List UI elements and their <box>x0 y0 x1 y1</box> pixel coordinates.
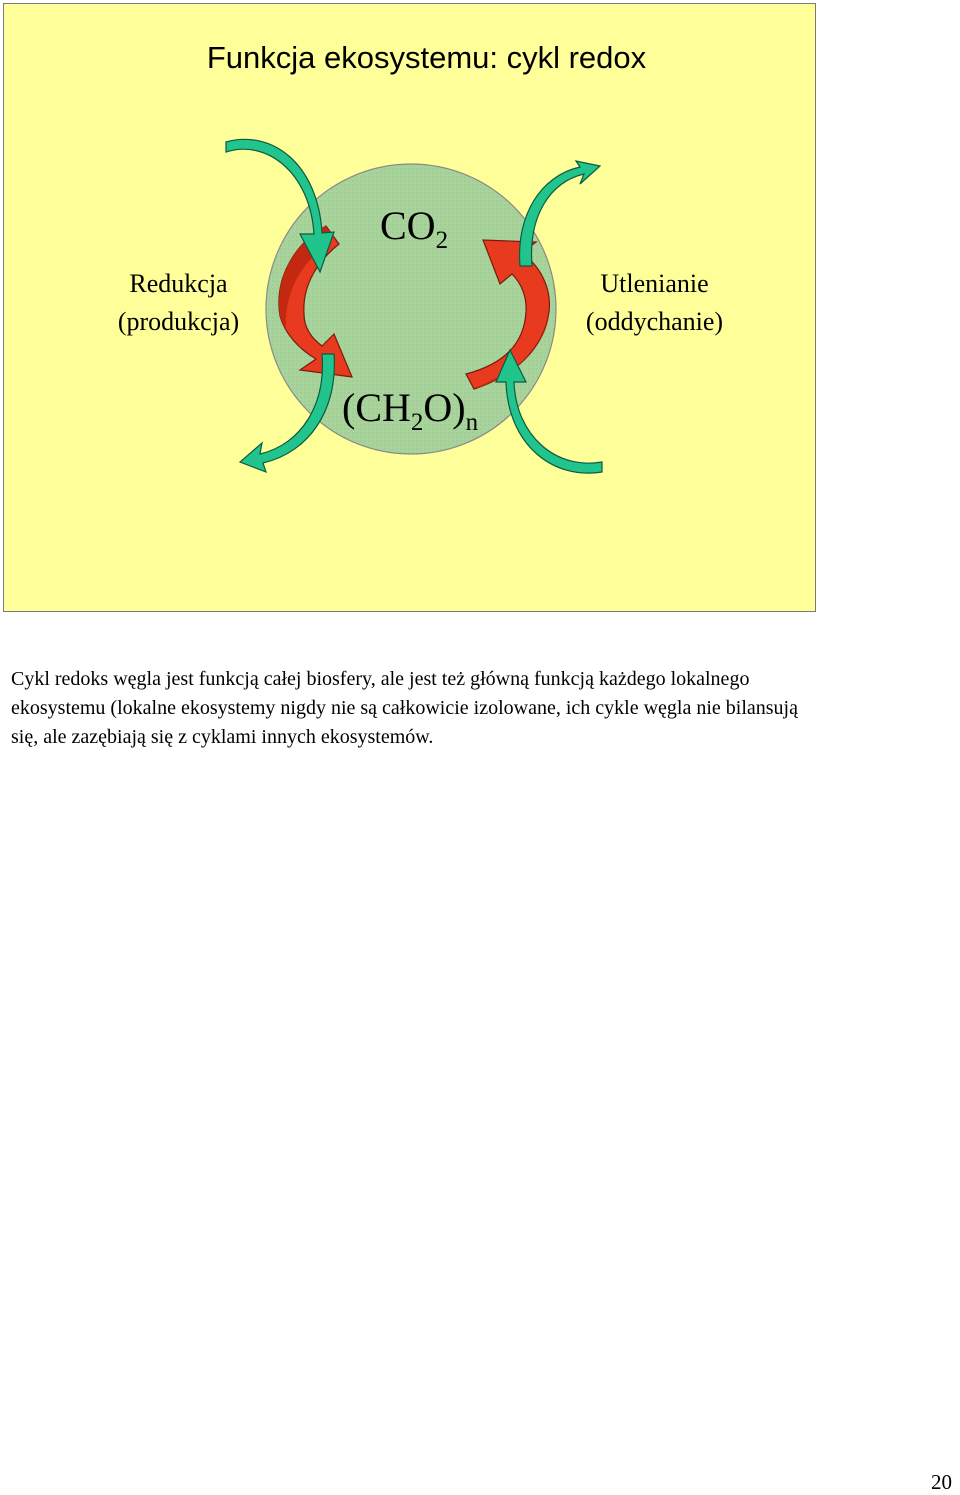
co2-subscript: 2 <box>435 227 449 254</box>
oxidation-label-line1: Utlenianie <box>600 269 709 298</box>
reduction-label <box>96 265 261 341</box>
page-number: 20 <box>931 1470 952 1494</box>
ch2o-mid: O) <box>423 385 466 430</box>
ch2o-open: (CH <box>342 385 411 430</box>
description-paragraph: Cykl redoks węgla jest funkcją całej biosfery, ale jest też główną funkcją każdego lokalnego ekosystemu (lokalne ekosystemy nigdy nie są całkowicie izolowane, ich cykle węgla nie bilansują się, ale zazębiają się z cyklami innych ekosystemów. <box>11 668 798 748</box>
green-arrow-bottom-right <box>496 350 602 473</box>
reduction-label-line2: (produkcja) <box>117 307 240 336</box>
oxidation-label <box>562 265 747 341</box>
slide-title: Funkcja ekosystemu: cykl redox <box>206 40 647 75</box>
co2-base: CO <box>380 203 436 248</box>
reduction-label-line1: Redukcja <box>129 269 228 298</box>
ch2o-subscript-2: 2 <box>410 409 424 436</box>
green-arrow-top-right <box>520 161 600 266</box>
oxidation-label-line2: (oddychanie) <box>585 307 724 336</box>
ch2o-subscript-n: n <box>465 409 479 436</box>
slide <box>3 3 816 612</box>
co2-formula <box>380 203 449 254</box>
ch2o-formula <box>342 385 479 436</box>
